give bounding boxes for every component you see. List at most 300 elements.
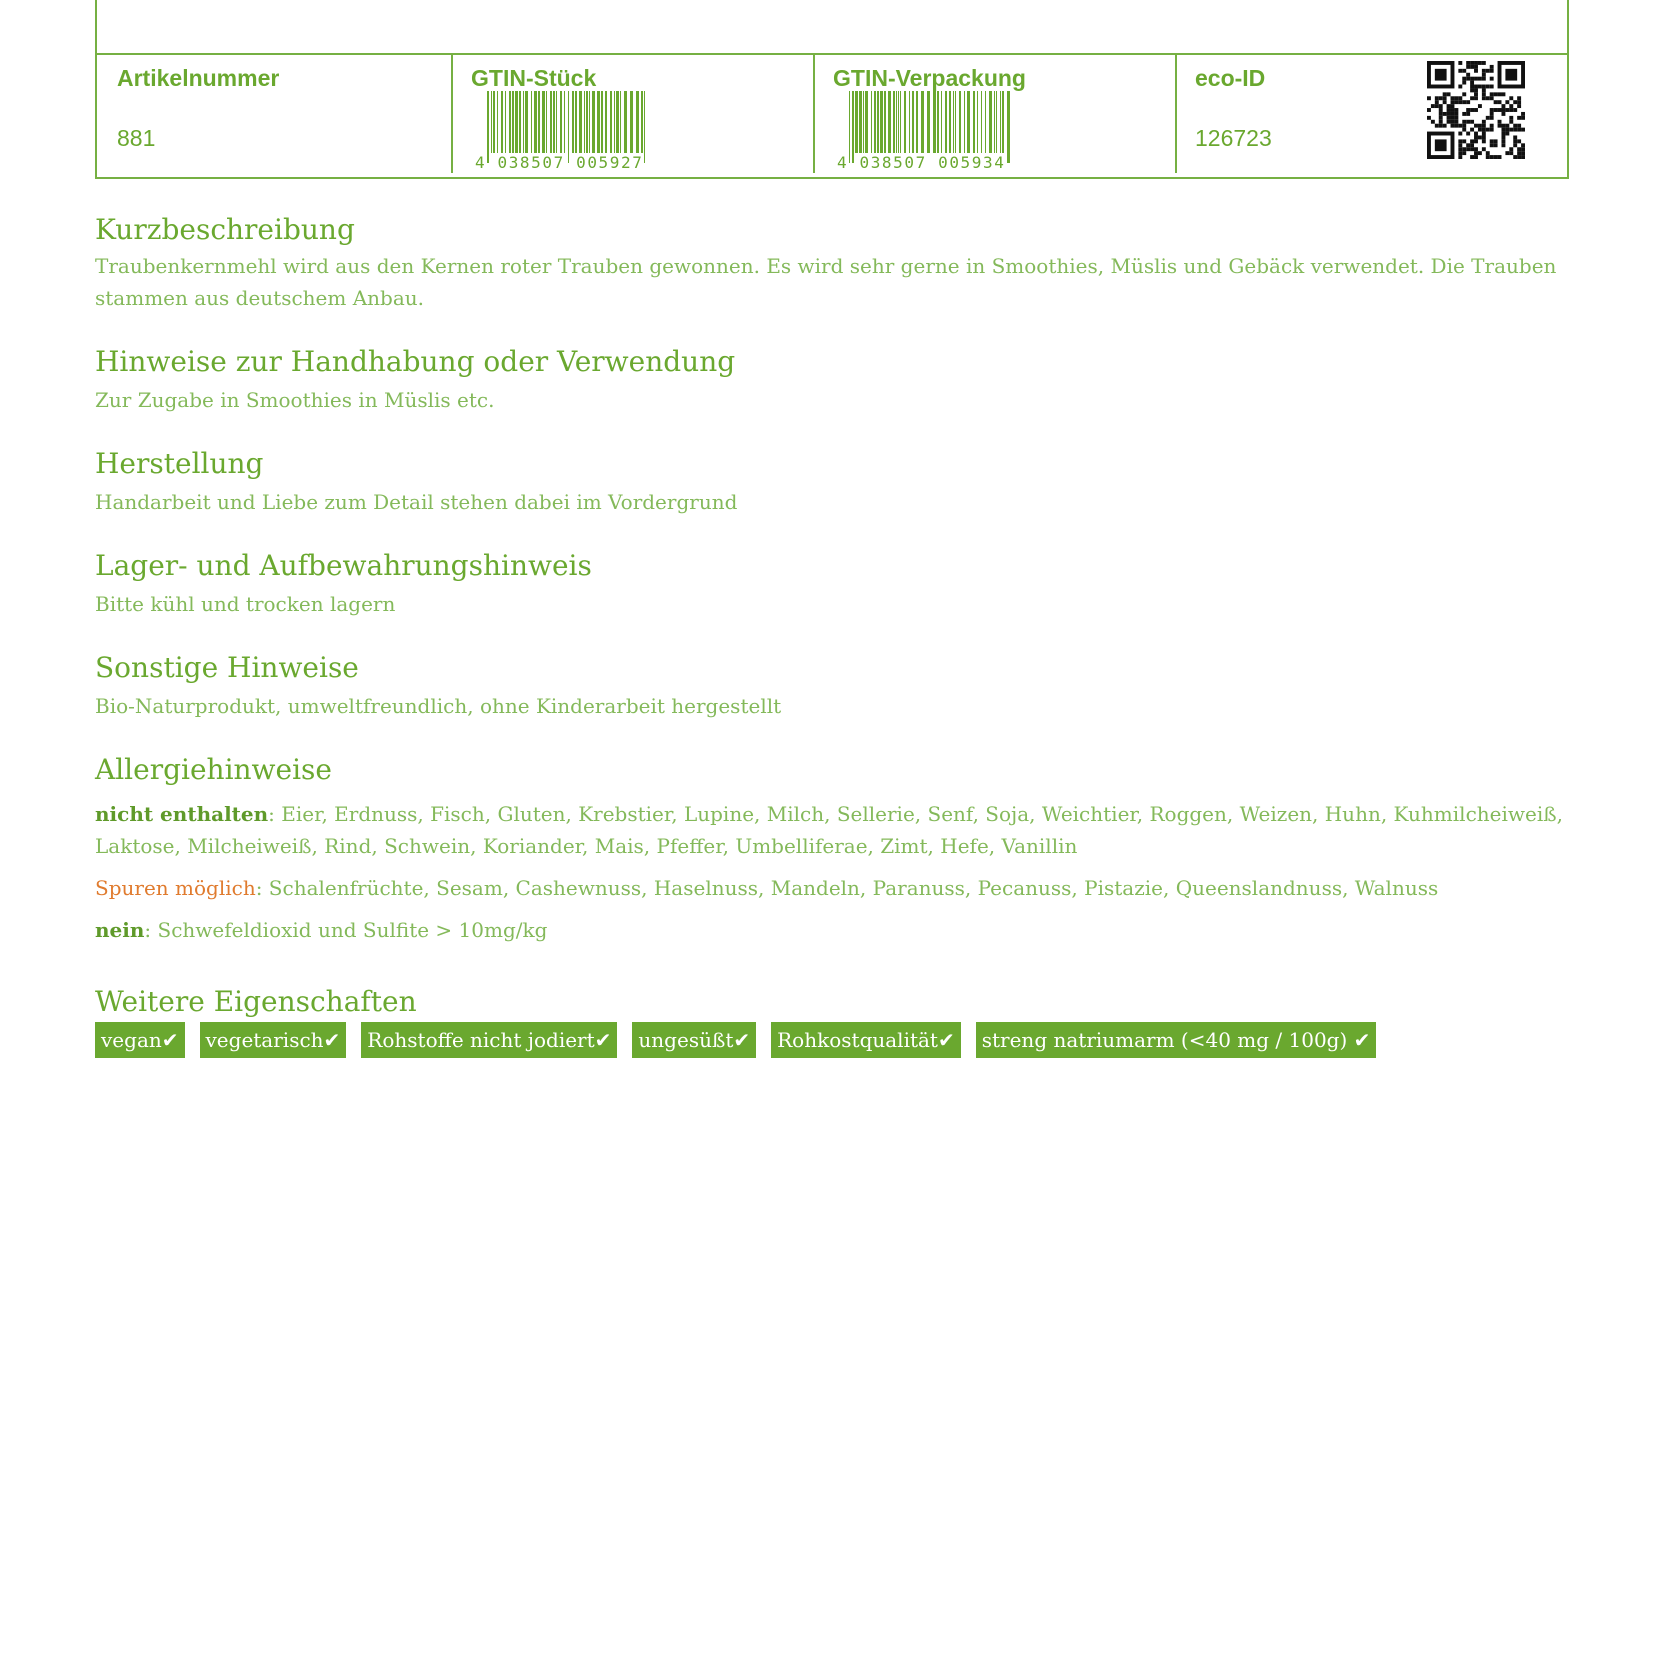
section-allergies [95,752,1575,946]
qr-module [1490,116,1494,120]
qr-module [1474,65,1478,69]
qr-module [1466,108,1470,112]
not-contained-list: : Eier, Erdnuss, Fisch, Gluten, Krebstier, Lupine, Milch, Sellerie, Senf, Soja, Weichtier, Roggen, Weizen, Huhn, Kuhmilcheiweiß, Laktose, Milcheiweiß, Rind, Schwein, Koriander, Mais, Pfeffer, Umbelliferae, Zimt, Hefe, Vanillin [95,802,1563,858]
qr-module [1462,112,1466,116]
barcode-bar [912,91,914,153]
qr-module [1427,96,1431,100]
barcode-bar [575,91,577,153]
qr-code-icon [1427,61,1525,159]
barcode-bar [614,91,615,153]
barcode-bar [515,91,518,153]
qr-module [1490,65,1494,69]
qr-module [1470,155,1474,159]
storage-title: Lager- und Aufbewahrungshinweis [95,549,592,582]
barcode-bar [927,91,930,153]
qr-module [1447,112,1451,116]
traces-label: Spuren möglich [95,876,256,900]
qr-module [1470,81,1474,85]
barcode-bar [556,91,557,153]
barcode-bar [493,91,495,153]
properties-title: Weitere Eigenschaften [95,985,417,1018]
qr-module [1462,128,1466,132]
barcode-bar [859,91,862,153]
section-storage [95,548,1575,620]
qr-module [1482,77,1486,81]
qr-module [1513,143,1517,147]
qr-module [1447,116,1451,120]
article-number-cell [97,55,453,173]
qr-module [1470,139,1474,143]
section-production [95,446,1575,518]
usage-title: Hinweise zur Handhabung oder Verwendung [95,345,736,378]
barcode-bar [964,91,965,153]
qr-module [1505,100,1509,104]
qr-module [1458,139,1462,143]
qr-module [1447,120,1451,124]
article-number-label: Artikelnummer [117,65,280,91]
qr-module [1490,128,1494,132]
qr-module [1517,100,1521,104]
qr-module [1501,92,1505,96]
article-number-value: 881 [117,125,156,151]
barcode-bar [512,91,514,153]
property-tag: vegetarisch✔ [200,1022,347,1058]
other-text: Bio-Naturprodukt, umweltfreundlich, ohne Kinderarbeit hergestellt [95,694,782,718]
qr-module [1427,116,1431,120]
barcode-bar [579,91,582,153]
traces-list: : Schalenfrüchte, Sesam, Cashewnuss, Haselnuss, Mandeln, Paranuss, Pecanuss, Pistazie, Queenslandnuss, Walnuss [255,876,1439,900]
qr-module [1470,108,1474,112]
qr-module [1494,108,1498,112]
qr-module [1482,73,1486,77]
qr-module [1482,92,1486,96]
production-text: Handarbeit und Liebe zum Detail stehen dabei im Vordergrund [95,490,738,514]
qr-module [1466,132,1470,136]
qr-module [1490,124,1494,128]
qr-module [1443,100,1447,104]
qr-module [1435,124,1439,128]
barcode-bar [584,91,585,153]
gtin-piece-cell [451,55,815,173]
qr-module [1486,155,1490,159]
qr-module [1517,151,1521,155]
qr-module [1470,143,1474,147]
barcode-bar [953,91,954,153]
usage-text: Zur Zugabe in Smoothies in Müslis etc. [95,388,495,412]
barcode-bar [877,91,879,153]
qr-module [1458,85,1462,89]
qr-module [1443,124,1447,128]
qr-module [1451,104,1455,108]
qr-module [1517,155,1521,159]
qr-module [1505,128,1509,132]
qr-module [1517,116,1521,120]
barcode-bar [605,91,607,153]
barcode-bar [941,91,942,153]
qr-module [1470,77,1474,81]
barcode-bar [981,91,982,153]
qr-module [1443,92,1447,96]
gtin-pack-cell [813,55,1177,173]
barcode-bar [538,91,540,153]
qr-module [1521,128,1525,132]
qr-module [1462,77,1466,81]
qr-module [1470,128,1474,132]
qr-module [1478,135,1482,139]
qr-module [1509,128,1513,132]
qr-module [1474,77,1478,81]
barcode-bar [610,91,612,153]
qr-module [1435,104,1439,108]
qr-module [1451,116,1455,120]
qr-module [1454,108,1458,112]
qr-module [1474,61,1478,65]
qr-module [1490,155,1494,159]
qr-module [1486,151,1490,155]
barcode-bar [871,91,872,153]
eco-id-value: 126723 [1195,125,1272,151]
qr-module [1470,96,1474,100]
qr-module [1458,96,1462,100]
qr-module [1454,96,1458,100]
qr-module [1466,147,1470,151]
qr-module [1439,112,1443,116]
barcode-bar [586,91,588,153]
qr-module [1439,116,1443,120]
qr-module [1498,92,1502,96]
qr-module [1482,135,1486,139]
product-info-row [97,53,1567,179]
qr-module [1454,124,1458,128]
qr-module [1474,124,1478,128]
qr-module [1466,100,1470,104]
qr-module [1494,143,1498,147]
section-usage [95,344,1575,416]
barcode-bar [550,91,552,153]
barcode-bar [900,91,901,153]
qr-module [1431,120,1435,124]
qr-module [1509,104,1513,108]
qr-module [1505,69,1517,81]
qr-module [1482,124,1486,128]
barcode-bar [888,91,891,153]
property-tag: Rohkostqualität✔ [771,1022,961,1058]
barcode-bar [973,91,975,153]
no-label: nein [95,918,145,942]
qr-module [1462,92,1466,96]
qr-module [1498,120,1502,124]
gtin-piece-digits: 4 038507 005927 [475,153,644,172]
qr-module [1509,151,1513,155]
qr-module [1462,124,1466,128]
qr-module [1505,151,1509,155]
qr-module [1486,69,1490,73]
not-contained-label: nicht enthalten [95,802,269,826]
barcode-bar [985,91,986,153]
qr-module [1482,88,1486,92]
qr-module [1474,135,1478,139]
qr-module [1462,139,1466,143]
barcode-bar [933,91,936,153]
qr-module [1509,120,1513,124]
short-description-text: Traubenkernmehl wird aus den Kernen roter Trauben gewonnen. Es wird sehr gerne in Smoothies, Müslis und Gebäck verwendet. Die Trauben stammen aus deutschem Anbau. [95,254,1557,310]
qr-module [1486,128,1490,132]
barcode-bar [909,91,910,153]
barcode-bar [616,91,619,153]
qr-module [1474,69,1478,73]
qr-module [1454,112,1458,116]
qr-module [1513,155,1517,159]
qr-module [1521,147,1525,151]
barcode-bar [553,91,555,153]
qr-module [1501,128,1505,132]
qr-module [1501,135,1505,139]
barcode-bar [884,91,886,153]
barcode-bar [519,91,521,153]
barcode-bar [589,91,590,153]
qr-module [1513,139,1517,143]
barcode-bar [601,91,603,153]
qr-module [1474,132,1478,136]
qr-module [1466,65,1470,69]
barcode-bar [855,91,858,153]
qr-module [1462,100,1466,104]
qr-module [1486,116,1490,120]
barcode-bar [865,91,868,153]
qr-module [1435,100,1439,104]
qr-module [1517,124,1521,128]
qr-module [1482,139,1486,143]
barcode-bar [880,91,883,153]
qr-module [1462,147,1466,151]
barcode-bar [959,91,961,153]
barcode-bar [542,91,545,153]
qr-module [1478,77,1482,81]
qr-module [1458,132,1462,136]
barcode-bar [597,91,600,153]
qr-module [1517,128,1521,132]
qr-module [1513,100,1517,104]
barcode-bar [531,91,532,153]
qr-module [1517,104,1521,108]
qr-module [1521,116,1525,120]
qr-module [1466,112,1470,116]
qr-module [1427,108,1431,112]
qr-module [1462,81,1466,85]
qr-module [1478,124,1482,128]
qr-module [1462,69,1466,73]
qr-module [1478,61,1482,65]
qr-module [1447,104,1451,108]
qr-module [1490,69,1494,73]
qr-module [1439,124,1443,128]
gtin-pack-label: GTIN-Verpackung [833,65,1026,91]
qr-module [1509,96,1513,100]
qr-module [1494,92,1498,96]
qr-module [1474,88,1478,92]
qr-module [1470,61,1474,65]
qr-module [1521,143,1525,147]
eco-id-label: eco-ID [1195,65,1266,91]
qr-module [1458,61,1462,65]
barcode-bar [624,91,627,153]
qr-module [1454,100,1458,104]
qr-module [1498,108,1502,112]
qr-module [1474,147,1478,151]
barcode-bar [546,91,547,153]
barcode-bar [497,91,498,153]
barcode-bar [1000,91,1001,153]
qr-module [1458,147,1462,151]
qr-module [1458,69,1462,73]
barcode-bar [636,91,639,153]
qr-module [1474,139,1478,143]
barcode-bar [996,91,997,153]
qr-module [1501,143,1505,147]
barcode-bar [491,91,492,153]
qr-module [1490,77,1494,81]
qr-module [1458,143,1462,147]
qr-module [1517,147,1521,151]
qr-module [1501,108,1505,112]
qr-module [1470,65,1474,69]
qr-module [1521,112,1525,116]
qr-module [1482,128,1486,132]
qr-module [1501,104,1505,108]
qr-module [1482,120,1486,124]
section-short-description [95,212,1575,314]
barcode-bar [1002,91,1004,153]
barcode-bar [525,91,528,153]
qr-module [1431,104,1435,108]
allergies-title: Allergiehinweise [95,753,332,786]
qr-module [1517,96,1521,100]
production-title: Herstellung [95,447,264,480]
barcode-bar [955,91,956,153]
barcode-bar [572,91,574,153]
barcode-bar [863,91,864,153]
qr-module [1439,96,1443,100]
barcode-bar [893,91,895,153]
qr-module [1517,139,1521,143]
qr-module [1447,108,1451,112]
qr-module [1490,139,1494,143]
allergies-no [95,914,1575,946]
qr-module [1454,116,1458,120]
qr-module [1478,85,1482,89]
qr-module [1451,96,1455,100]
qr-module [1505,132,1509,136]
qr-module [1513,124,1517,128]
qr-module [1501,112,1505,116]
barcode-bar [977,91,978,153]
barcode-bar [509,91,511,153]
barcode-bar [994,91,995,153]
qr-module [1435,69,1447,81]
allergies-traces [95,872,1575,904]
barcode-bar [898,91,899,153]
qr-module [1470,85,1474,89]
barcode-bar [874,91,876,153]
barcode-bar [505,91,506,153]
storage-text: Bitte kühl und trocken lagern [95,592,396,616]
gtin-piece-label: GTIN-Stück [471,65,597,91]
qr-module [1435,139,1447,151]
qr-module [1458,124,1462,128]
qr-module [1451,124,1455,128]
allergies-not-contained [95,798,1575,862]
qr-module [1490,143,1494,147]
qr-module [1474,151,1478,155]
qr-module [1470,88,1474,92]
qr-module [1439,104,1443,108]
barcode-bar [620,91,621,153]
qr-module [1490,96,1494,100]
qr-module [1462,120,1466,124]
barcode-bar [989,91,992,153]
qr-module [1482,85,1486,89]
qr-module [1498,155,1502,159]
barcode-bar [937,91,939,153]
qr-module [1494,100,1498,104]
qr-module [1466,143,1470,147]
qr-module [1478,128,1482,132]
qr-module [1498,100,1502,104]
qr-module [1458,151,1462,155]
qr-module [1462,151,1466,155]
property-tags [95,1022,1575,1058]
barcode-bar [630,91,633,153]
barcode-bar [904,91,906,153]
qr-module [1478,104,1482,108]
qr-module [1482,96,1486,100]
short-description-title: Kurzbeschreibung [95,213,355,246]
qr-module [1451,120,1455,124]
qr-module [1466,61,1470,65]
property-tag: Rohstoffe nicht jodiert✔ [361,1022,617,1058]
qr-module [1501,139,1505,143]
qr-module [1482,147,1486,151]
qr-module [1490,85,1494,89]
qr-module [1509,147,1513,151]
gtin-pack-barcode [833,91,1013,175]
qr-module [1470,120,1474,124]
qr-module [1509,108,1513,112]
gtin-pack-digits: 4 038507 005934 [837,153,1006,172]
gtin-piece-barcode [471,91,651,175]
qr-module [1474,155,1478,159]
qr-module [1439,108,1443,112]
property-tag: vegan✔ [95,1022,185,1058]
barcode-bar [523,91,524,153]
qr-module [1501,124,1505,128]
qr-module [1486,96,1490,100]
qr-module [1451,108,1455,112]
qr-module [1513,128,1517,132]
qr-module [1458,155,1462,159]
barcode-bar [896,91,897,153]
section-other [95,650,1575,722]
qr-module [1501,132,1505,136]
barcode-bar [949,91,951,153]
qr-module [1466,77,1470,81]
qr-module [1521,151,1525,155]
qr-module [1478,151,1482,155]
qr-module [1521,155,1525,159]
barcode-bar [501,91,503,153]
qr-module [1494,139,1498,143]
barcode-bar [916,91,918,153]
